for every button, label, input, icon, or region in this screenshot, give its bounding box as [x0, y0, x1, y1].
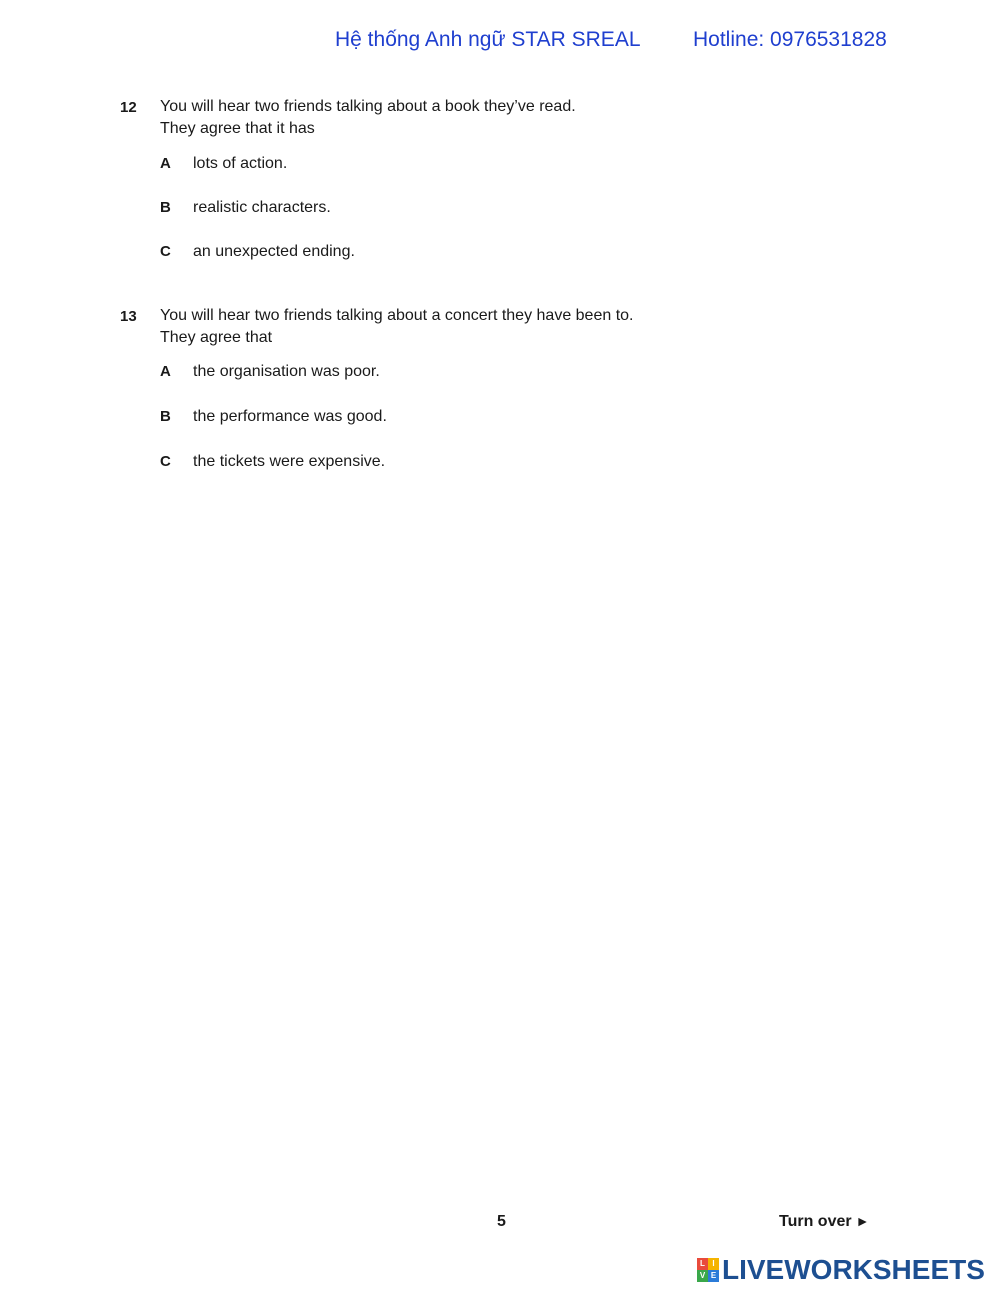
question-text	[160, 96, 576, 140]
logo-mark-letter: I	[708, 1258, 719, 1270]
question-number: 13	[120, 308, 137, 325]
logo-mark-letter: V	[697, 1270, 708, 1282]
logo-mark-letter: L	[697, 1258, 708, 1270]
option-text: the performance was good.	[193, 408, 387, 425]
option-letter: B	[160, 199, 171, 216]
logo-mark-icon	[697, 1258, 719, 1282]
turn-over-label	[779, 1213, 869, 1231]
option-13-a[interactable]	[0, 361, 1000, 383]
option-12-a[interactable]	[0, 153, 1000, 175]
question-line-1: You will hear two friends talking about a concert they have been to.	[160, 307, 634, 324]
question-line-2: They agree that	[160, 329, 273, 346]
option-12-c[interactable]	[0, 241, 1000, 263]
page-header	[0, 28, 1000, 58]
option-letter: C	[160, 243, 171, 260]
option-letter: A	[160, 363, 171, 380]
option-12-b[interactable]	[0, 197, 1000, 219]
logo-mark-letter: E	[708, 1270, 719, 1282]
question-line-1: You will hear two friends talking about a book they’ve read.	[160, 98, 576, 115]
question-line-2: They agree that it has	[160, 120, 315, 137]
option-13-b[interactable]	[0, 406, 1000, 428]
header-brand: Hệ thống Anh ngữ STAR SREAL	[335, 28, 641, 51]
turn-over-text: Turn over	[779, 1213, 852, 1230]
page-number: 5	[497, 1213, 506, 1230]
option-text: an unexpected ending.	[193, 243, 355, 260]
option-13-c[interactable]	[0, 451, 1000, 473]
header-hotline: Hotline: 0976531828	[693, 28, 887, 51]
option-letter: A	[160, 155, 171, 172]
option-text: the tickets were expensive.	[193, 453, 386, 470]
question-text	[160, 305, 633, 349]
logo-text: LIVEWORKSHEETS	[722, 1254, 985, 1285]
option-letter: C	[160, 453, 171, 470]
option-letter: B	[160, 408, 171, 425]
play-arrow-icon: ►	[855, 1213, 870, 1229]
liveworksheets-logo[interactable]	[697, 1255, 985, 1285]
question-number: 12	[120, 99, 137, 116]
option-text: the organisation was poor.	[193, 363, 380, 380]
option-text: lots of action.	[193, 155, 288, 172]
option-text: realistic characters.	[193, 199, 331, 216]
